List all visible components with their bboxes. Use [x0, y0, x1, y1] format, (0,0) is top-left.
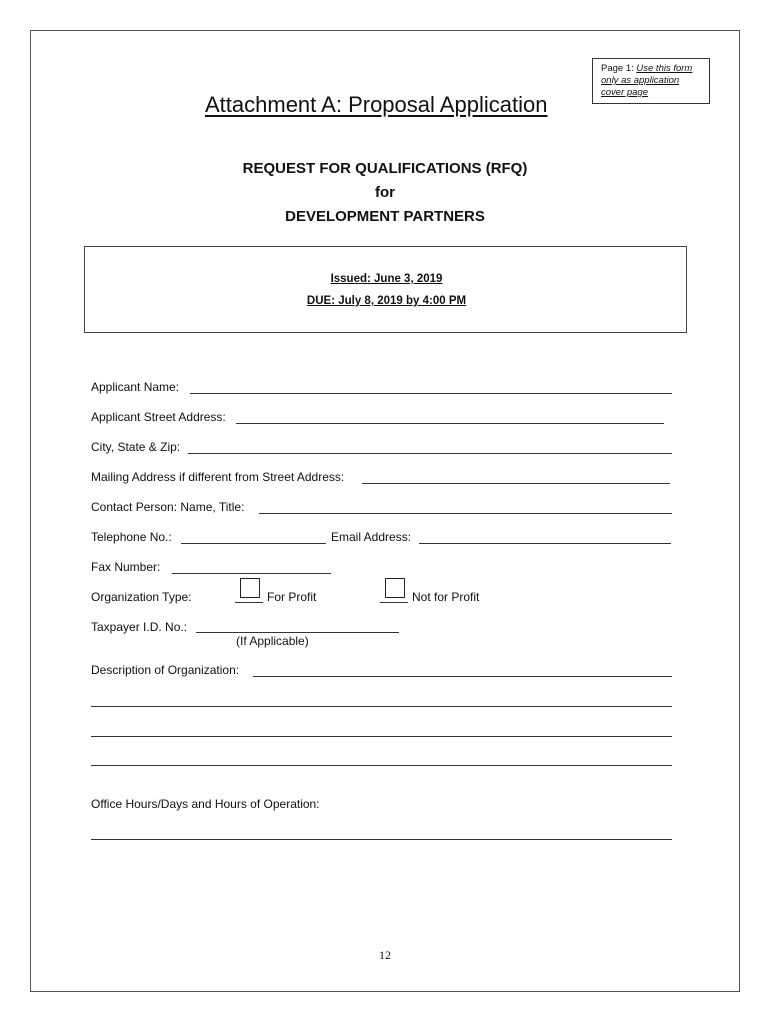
- taxpayer-id-field[interactable]: [196, 632, 399, 633]
- description-field-line-1[interactable]: [253, 676, 672, 677]
- contact-person-field[interactable]: [259, 513, 672, 514]
- street-address-field[interactable]: [236, 423, 664, 424]
- description-field-line-2[interactable]: [91, 706, 672, 707]
- cover-page-note: [592, 58, 710, 104]
- dates-box: [84, 246, 687, 333]
- office-hours-label: Office Hours/Days and Hours of Operation:: [91, 797, 320, 811]
- note-line-2: only as application: [601, 75, 680, 86]
- rfq-heading: REQUEST FOR QUALIFICATIONS (RFQ): [242, 160, 528, 177]
- street-address-label: Applicant Street Address:: [91, 410, 226, 424]
- telephone-field[interactable]: [181, 543, 326, 544]
- for-profit-checkbox[interactable]: [240, 578, 260, 598]
- mailing-address-label: Mailing Address if different from Street Address:: [91, 470, 345, 484]
- note-line-3: cover page: [601, 87, 649, 98]
- email-field[interactable]: [419, 543, 671, 544]
- for-profit-label: For Profit: [267, 590, 317, 604]
- email-label: Email Address:: [331, 530, 412, 544]
- note-line-1: Use this form: [636, 63, 693, 74]
- not-for-profit-label: Not for Profit: [412, 590, 480, 604]
- not-for-profit-checkbox[interactable]: [385, 578, 405, 598]
- description-label: Description of Organization:: [91, 663, 240, 677]
- fax-field[interactable]: [172, 573, 331, 574]
- not-for-profit-underline: [380, 602, 408, 603]
- mailing-address-field[interactable]: [362, 483, 670, 484]
- issued-date: Issued: June 3, 2019: [330, 273, 443, 285]
- rfq-for: for: [375, 184, 395, 201]
- city-state-zip-field[interactable]: [188, 453, 672, 454]
- city-state-zip-label: City, State & Zip:: [91, 440, 181, 454]
- rfq-subject: DEVELOPMENT PARTNERS: [285, 208, 485, 225]
- page-title: Attachment A: Proposal Application: [205, 92, 548, 117]
- office-hours-field[interactable]: [91, 839, 672, 840]
- contact-person-label: Contact Person: Name, Title:: [91, 500, 245, 514]
- description-field-line-3[interactable]: [91, 736, 672, 737]
- if-applicable-note: (If Applicable): [236, 634, 309, 648]
- description-field-line-4[interactable]: [91, 765, 672, 766]
- note-prefix: Page 1:: [601, 63, 634, 74]
- applicant-name-label: Applicant Name:: [91, 380, 180, 394]
- applicant-name-field[interactable]: [190, 393, 672, 394]
- taxpayer-id-label: Taxpayer I.D. No.:: [91, 620, 188, 634]
- for-profit-underline: [235, 602, 263, 603]
- due-date: DUE: July 8, 2019 by 4:00 PM: [306, 295, 467, 307]
- telephone-label: Telephone No.:: [91, 530, 172, 544]
- page-number: 12: [379, 948, 391, 962]
- org-type-label: Organization Type:: [91, 590, 192, 604]
- fax-label: Fax Number:: [91, 560, 161, 574]
